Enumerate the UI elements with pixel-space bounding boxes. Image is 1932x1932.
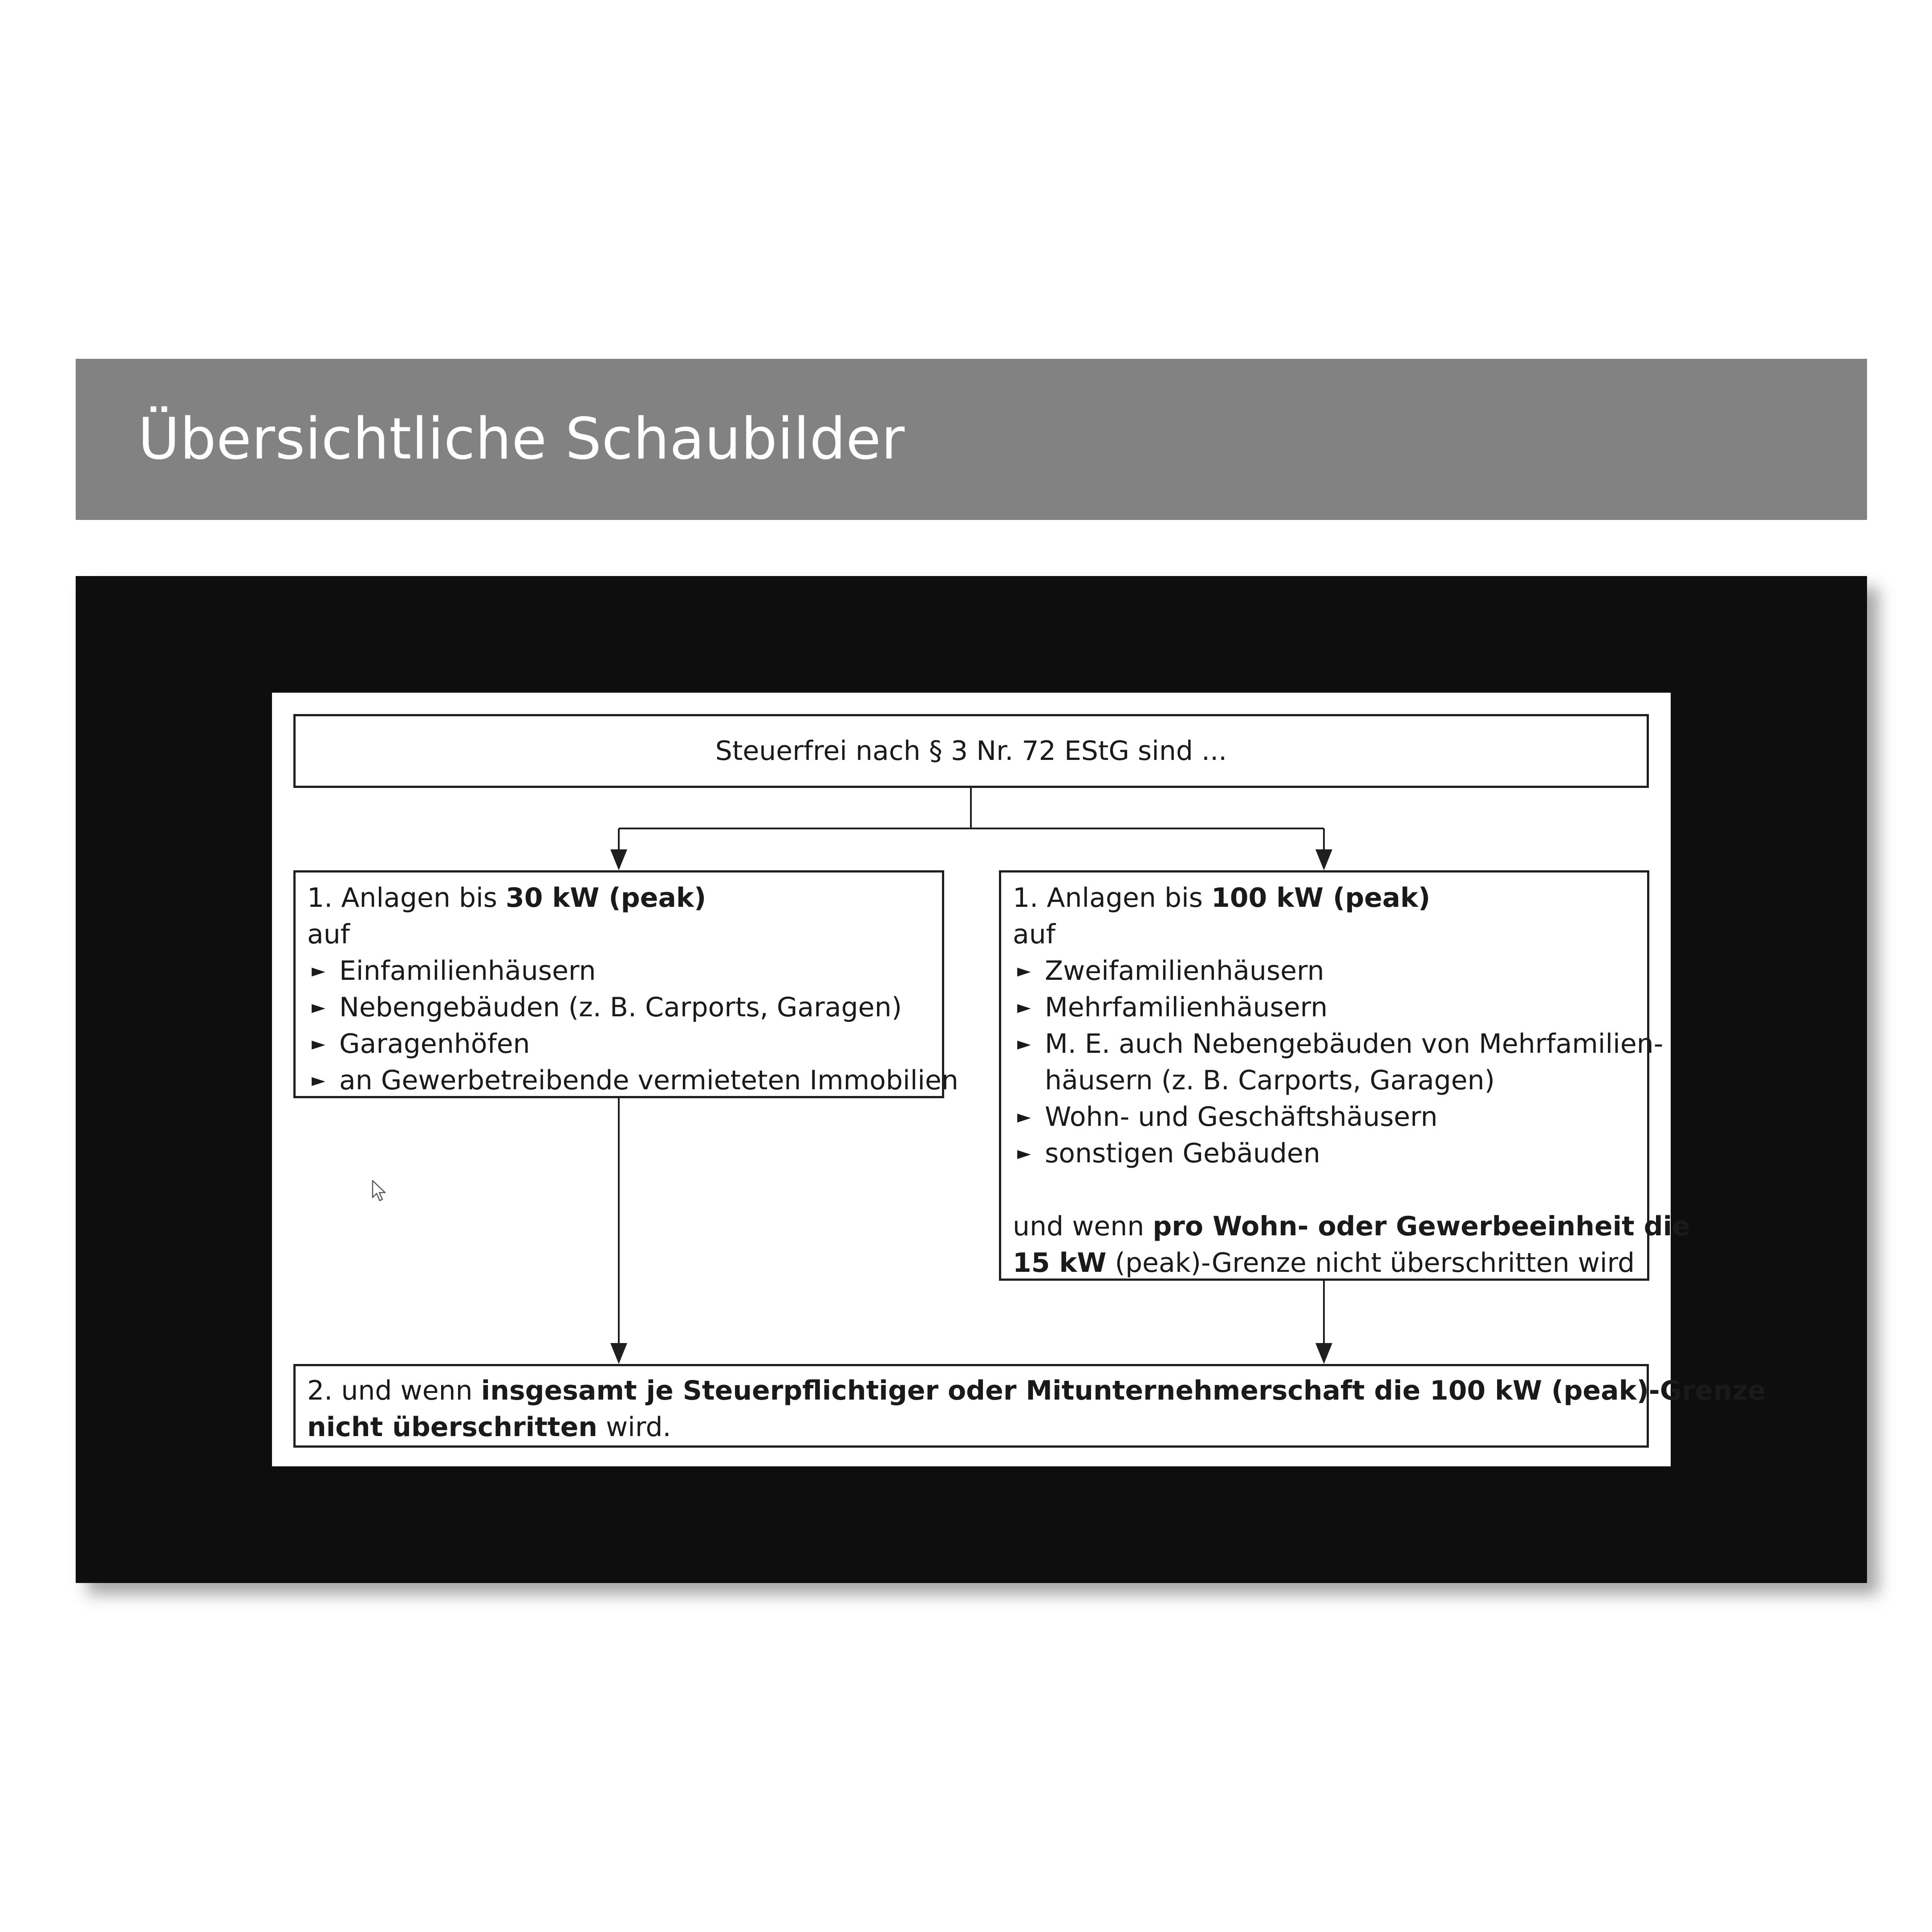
left-auf: auf	[307, 919, 350, 950]
list-item	[307, 1062, 958, 1099]
arrowhead-bottom-right-icon	[1315, 1343, 1332, 1364]
bullet-triangle-icon: ►	[312, 1034, 325, 1054]
flowchart-figure	[272, 693, 1766, 1466]
spacer	[1013, 1172, 1636, 1208]
list-item-text: an Gewerbetreibende vermieteten Immobilien	[339, 1065, 958, 1096]
arrowhead-left-icon	[610, 849, 627, 870]
list-item-text: Wohn- und Geschäftshäusern	[1045, 1101, 1438, 1132]
right-heading	[1013, 880, 1636, 916]
box-bottom-total	[293, 1364, 1766, 1448]
list-item	[1013, 1099, 1636, 1135]
list-item-text: sonstigen Gebäuden	[1045, 1138, 1320, 1169]
bullet-triangle-icon: ►	[1017, 1034, 1031, 1054]
left-heading	[307, 880, 931, 916]
bullet-triangle-icon: ►	[1017, 1143, 1031, 1164]
page-title: Übersichtliche Schaubilder	[138, 406, 905, 472]
list-item-text: Garagenhöfen	[339, 1028, 530, 1059]
list-item-text: Nebengebäuden (z. B. Carports, Garagen)	[339, 992, 902, 1023]
bullet-triangle-icon: ►	[312, 1070, 325, 1091]
list-item	[307, 989, 931, 1026]
condition-bold-2: 15 kW	[1013, 1247, 1107, 1279]
box-header	[293, 714, 1649, 788]
left-heading-prefix: 1. Anlagen bis	[307, 882, 506, 913]
condition-suffix: (peak)-Grenze nicht überschritten wird	[1106, 1247, 1635, 1279]
right-heading-bold: 100 kW (peak)	[1211, 882, 1430, 913]
bullet-triangle-icon: ►	[312, 997, 325, 1018]
right-condition-line-2	[1013, 1245, 1636, 1281]
list-item-continuation: häusern (z. B. Carports, Garagen)	[1045, 1065, 1495, 1096]
list-item-text: Einfamilienhäusern	[339, 955, 596, 986]
bullet-triangle-icon: ►	[1017, 961, 1031, 981]
bottom-bold-1: insgesamt je Steuerpflichtiger oder Mitunternehmerschaft die 100 kW (peak)-Grenze	[481, 1375, 1766, 1406]
box-left-30kw	[293, 870, 958, 1098]
bottom-prefix: 2. und wenn	[307, 1375, 481, 1406]
list-item-text: M. E. auch Nebengebäuden von Mehrfamilien-	[1045, 1028, 1664, 1059]
right-condition-line-1	[1013, 1208, 1690, 1245]
bottom-line-1	[307, 1372, 1766, 1409]
list-item	[1013, 953, 1636, 989]
right-heading-prefix: 1. Anlagen bis	[1013, 882, 1212, 913]
left-heading-bold: 30 kW (peak)	[506, 882, 706, 913]
arrowhead-bottom-left-icon	[610, 1343, 627, 1364]
bottom-bold-2: nicht überschritten	[307, 1412, 598, 1443]
arrowhead-right-icon	[1315, 849, 1332, 870]
list-item	[1013, 1135, 1636, 1172]
list-item	[1013, 989, 1636, 1026]
condition-prefix: und wenn	[1013, 1211, 1153, 1242]
list-item-text: Mehrfamilienhäusern	[1045, 992, 1328, 1023]
list-item	[307, 953, 931, 989]
bullet-triangle-icon: ►	[312, 961, 325, 981]
list-item-text: Zweifamilienhäusern	[1045, 955, 1324, 986]
box-right-100kw	[999, 870, 1690, 1281]
list-item	[1013, 1026, 1664, 1062]
bottom-line-2	[307, 1409, 1636, 1445]
right-auf: auf	[1013, 919, 1055, 950]
title-bar	[76, 359, 1867, 520]
mouse-pointer-icon	[372, 1180, 387, 1204]
box-header-text: Steuerfrei nach § 3 Nr. 72 EStG sind ...	[715, 735, 1227, 767]
list-item	[307, 1026, 931, 1062]
bullet-triangle-icon: ►	[1017, 997, 1031, 1018]
bullet-triangle-icon: ►	[1017, 1107, 1031, 1127]
bottom-suffix: wird.	[597, 1412, 671, 1443]
condition-bold-1: pro Wohn- oder Gewerbeeinheit die	[1153, 1211, 1690, 1242]
